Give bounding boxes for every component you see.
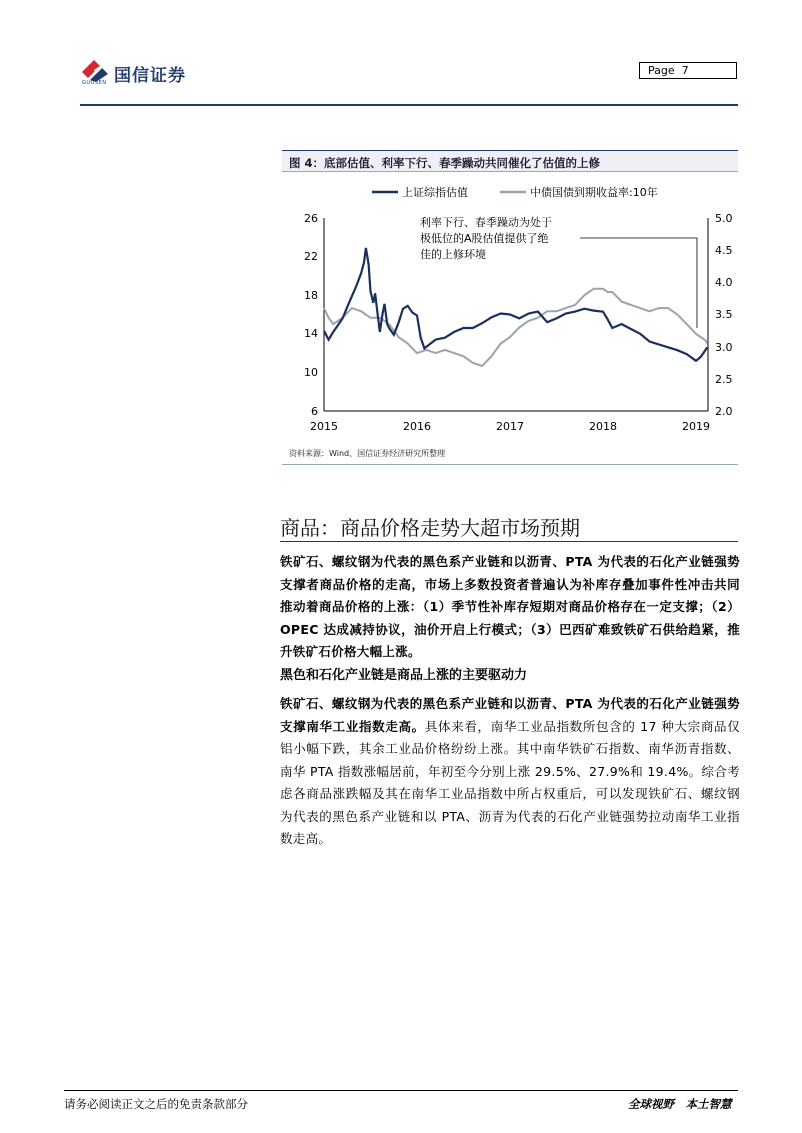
section-divider <box>280 541 738 542</box>
y-left-tick-26: 26 <box>304 212 318 225</box>
y-left-tick-10: 10 <box>304 366 318 379</box>
x-tick-2016: 2016 <box>403 420 431 433</box>
legend-label-bond-yield: 中债国债到期收益率:10年 <box>530 186 658 199</box>
y-left-ticks <box>304 212 318 418</box>
paragraph-nanhua-lead: 铁矿石、螺纹钢为代表的黑色系产业链和以沥青、PTA 为代表的石化产业链强势支撑南华工业指数走高。 <box>280 696 740 734</box>
annotation-line-2: 极低位的A股估值提供了绝 <box>420 232 549 245</box>
figure-title: 图 4：底部估值、利率下行、春季躁动共同催化了估值的上修 <box>289 156 601 170</box>
logo-mark-icon <box>80 58 110 82</box>
page-indicator <box>639 62 737 79</box>
x-ticks <box>310 420 710 433</box>
y-left-tick-6: 6 <box>311 405 318 418</box>
y-right-tick-2.5: 2.5 <box>715 373 733 386</box>
figure-bottom-divider <box>282 464 738 465</box>
y-left-tick-22: 22 <box>304 250 318 263</box>
annotation-leader-line <box>580 238 697 328</box>
section-title: 商品：商品价格走势大超市场预期 <box>280 516 580 540</box>
page-label: Page <box>648 64 675 77</box>
subsection-heading: 黑色和石化产业链是商品上涨的主要驱动力 <box>280 668 528 683</box>
y-left-tick-14: 14 <box>304 327 318 340</box>
logo-name: 国信证券 <box>114 66 186 86</box>
page-number: 7 <box>681 64 689 77</box>
y-right-tick-4.5: 4.5 <box>715 244 733 257</box>
figure-title-bar <box>282 150 738 172</box>
annotation-line-3: 佳的上修环境 <box>420 248 486 261</box>
y-right-tick-5.0: 5.0 <box>715 212 733 225</box>
y-right-tick-4.0: 4.0 <box>715 276 733 289</box>
x-tick-2015: 2015 <box>310 420 338 433</box>
y-right-tick-3.0: 3.0 <box>715 341 733 354</box>
annotation-line-1: 利率下行、春季躁动为处于 <box>420 216 552 229</box>
x-tick-2019: 2019 <box>682 420 710 433</box>
paragraph-commodities-intro <box>280 551 740 664</box>
footer-divider <box>64 1090 738 1091</box>
paragraph-nanhua-body: 具体来看，南华工业品指数所包含的 17 种大宗商品仅铝小幅下跌，其余工业品价格纷纷上涨。其中南华铁矿石指数、南华沥青指数、南华 PTA 指数涨幅居前，年初至今分别上涨 29.5%、27.9%和 19.4%。综合考虑各商品涨跌幅及其在南华工业品指数中所占权重后，可以发现铁矿石、螺纹钢为代表的黑色系产业链和以 PTA、沥青为代表的石化产业链强势拉动南华工业指数走高。 <box>280 718 740 846</box>
footer-slogan: 全球视野 本土智慧 <box>628 1097 732 1111</box>
y-right-tick-3.5: 3.5 <box>715 308 733 321</box>
series-line-index-valuation <box>324 248 707 361</box>
footer-disclaimer: 请务必阅读正文之后的免责条款部分 <box>64 1097 248 1111</box>
y-left-tick-18: 18 <box>304 289 318 302</box>
paragraph-nanhua-index <box>280 693 740 851</box>
paragraph-commodities-intro-text: 铁矿石、螺纹钢为代表的黑色系产业链和以沥青、PTA 为代表的石化产业链强势支撑者商品价格的走高，市场上多数投资者普遍认为补库存叠加事件性冲击共同推动着商品价格的上涨：（1）季节性补库存短期对商品价格存在一定支撑；（2）OPEC 达成减持协议，油价开启上行模式；（3）巴西矿难致铁矿石供给趋紧，推升铁矿石价格大幅上涨。 <box>280 554 740 659</box>
company-logo <box>80 58 210 88</box>
y-right-tick-2.0: 2.0 <box>715 405 733 418</box>
logo-subtitle: GUOSEN <box>82 80 107 86</box>
x-tick-2018: 2018 <box>589 420 617 433</box>
legend-label-index-valuation: 上证综指估值 <box>402 186 468 199</box>
header-divider <box>80 104 738 106</box>
figure-source: 资料来源：Wind、国信证券经济研究所整理 <box>289 449 446 458</box>
chart-legend <box>372 185 658 199</box>
y-right-ticks <box>715 212 733 418</box>
valuation-yield-chart <box>282 178 738 440</box>
x-tick-2017: 2017 <box>496 420 524 433</box>
